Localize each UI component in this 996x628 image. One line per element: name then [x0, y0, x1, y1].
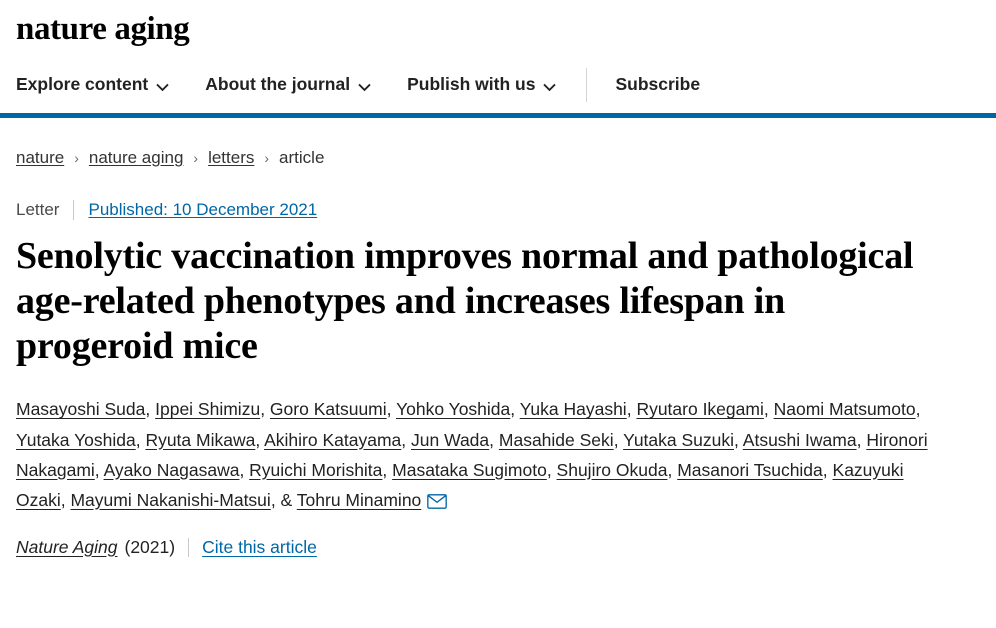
nav-item-about-the-journal[interactable]: [205, 74, 371, 95]
author-link[interactable]: Akihiro Katayama: [264, 429, 402, 450]
envelope-icon[interactable]: [427, 488, 447, 503]
author-separator: ,: [255, 429, 265, 450]
breadcrumb-separator-icon: ›: [193, 150, 199, 166]
author-separator: ,: [239, 459, 250, 480]
author-list: [16, 394, 946, 514]
author-link[interactable]: Ryutaro Ikegami: [636, 399, 764, 420]
author-link[interactable]: Ayako Nagasawa: [103, 459, 240, 480]
author-link[interactable]: Kazuyuki Ozaki: [16, 459, 904, 510]
author-separator: ,: [822, 459, 833, 480]
nav-label: About the journal: [205, 74, 351, 94]
author-separator: ,: [260, 399, 270, 420]
journal-citation: [16, 537, 980, 558]
author-link[interactable]: Goro Katsuumi: [269, 399, 387, 420]
publication-date-link[interactable]: Published: 10 December 2021: [88, 200, 318, 219]
author-separator: ,: [145, 399, 156, 420]
author-link[interactable]: Yutaka Yoshida: [16, 429, 136, 450]
citation-divider: [188, 538, 189, 557]
main-navigation: [0, 56, 996, 118]
author-link[interactable]: Ryuta Mikawa: [145, 429, 256, 450]
breadcrumb-item-letters[interactable]: letters: [208, 148, 255, 167]
chevron-down-icon: [358, 78, 371, 91]
author-link[interactable]: Ippei Shimizu: [155, 399, 261, 420]
breadcrumb-separator-icon: ›: [74, 150, 79, 166]
journal-logo[interactable]: nature aging: [16, 10, 190, 47]
author-separator: ,: [489, 429, 499, 450]
nav-label: Subscribe: [615, 74, 701, 94]
page-title: Senolytic vaccination improves normal and pathological age-related phenotypes and increases lifespan in progeroid mice: [16, 235, 914, 367]
author-separator: ,: [510, 399, 520, 420]
breadcrumb-item-nature-aging[interactable]: nature aging: [88, 148, 184, 167]
author-separator: ,: [386, 399, 397, 420]
author-separator: ,: [270, 489, 281, 510]
author-separator: ,: [915, 399, 921, 420]
author-link[interactable]: Masahide Seki: [498, 429, 614, 450]
author-link[interactable]: Masayoshi Suda: [16, 399, 146, 420]
author-separator: ,: [94, 459, 104, 480]
cite-this-article-link[interactable]: Cite this article: [202, 536, 317, 557]
nav-item-subscribe[interactable]: [615, 74, 700, 95]
article-meta: [16, 200, 980, 220]
author-link[interactable]: Masataka Sugimoto: [392, 459, 547, 480]
article-content: [0, 148, 996, 558]
author-link[interactable]: Naomi Matsumoto: [773, 399, 916, 420]
chevron-down-icon: [543, 78, 556, 91]
author-separator: ,: [546, 459, 557, 480]
author-link[interactable]: Yohko Yoshida: [396, 399, 511, 420]
author-separator: ,: [856, 429, 867, 450]
author-ampersand: &: [280, 489, 293, 510]
author-link[interactable]: Masanori Tsuchida: [677, 459, 823, 480]
author-link[interactable]: Shujiro Okuda: [556, 459, 668, 480]
author-separator: ,: [382, 459, 393, 480]
chevron-down-icon: [156, 78, 169, 91]
nav-label: Explore content: [16, 74, 149, 94]
nav-item-publish-with-us[interactable]: [407, 74, 556, 95]
author-separator: ,: [626, 399, 637, 420]
meta-divider: [73, 200, 74, 220]
author-link[interactable]: Jun Wada: [411, 429, 490, 450]
nav-divider: [586, 68, 587, 102]
site-masthead: [0, 0, 996, 56]
author-separator: ,: [135, 429, 146, 450]
breadcrumb: [16, 148, 980, 168]
author-separator: ,: [763, 399, 774, 420]
nav-item-explore-content[interactable]: [16, 74, 169, 95]
author-separator: ,: [667, 459, 678, 480]
article-type-label: Letter: [16, 200, 60, 219]
author-link[interactable]: Hironori Nakagami: [16, 429, 928, 480]
breadcrumb-separator-icon: ›: [264, 150, 270, 166]
journal-year: (2021): [124, 536, 176, 557]
author-link-last[interactable]: Tohru Minamino: [296, 489, 422, 510]
author-separator: ,: [613, 429, 624, 450]
author-link[interactable]: Yuka Hayashi: [519, 399, 627, 420]
author-separator: ,: [401, 429, 411, 450]
breadcrumb-item-nature[interactable]: nature: [16, 148, 65, 167]
author-link[interactable]: Mayumi Nakanishi-Matsui: [70, 489, 271, 510]
breadcrumb-item-article: article: [279, 148, 325, 167]
author-separator: ,: [734, 429, 743, 450]
nav-label: Publish with us: [407, 74, 536, 94]
author-link[interactable]: Atsushi Iwama: [742, 429, 857, 450]
author-separator: ,: [60, 489, 71, 510]
journal-name-link[interactable]: Nature Aging: [16, 536, 118, 557]
author-link[interactable]: Yutaka Suzuki: [623, 429, 735, 450]
author-link[interactable]: Ryuichi Morishita: [249, 459, 383, 480]
